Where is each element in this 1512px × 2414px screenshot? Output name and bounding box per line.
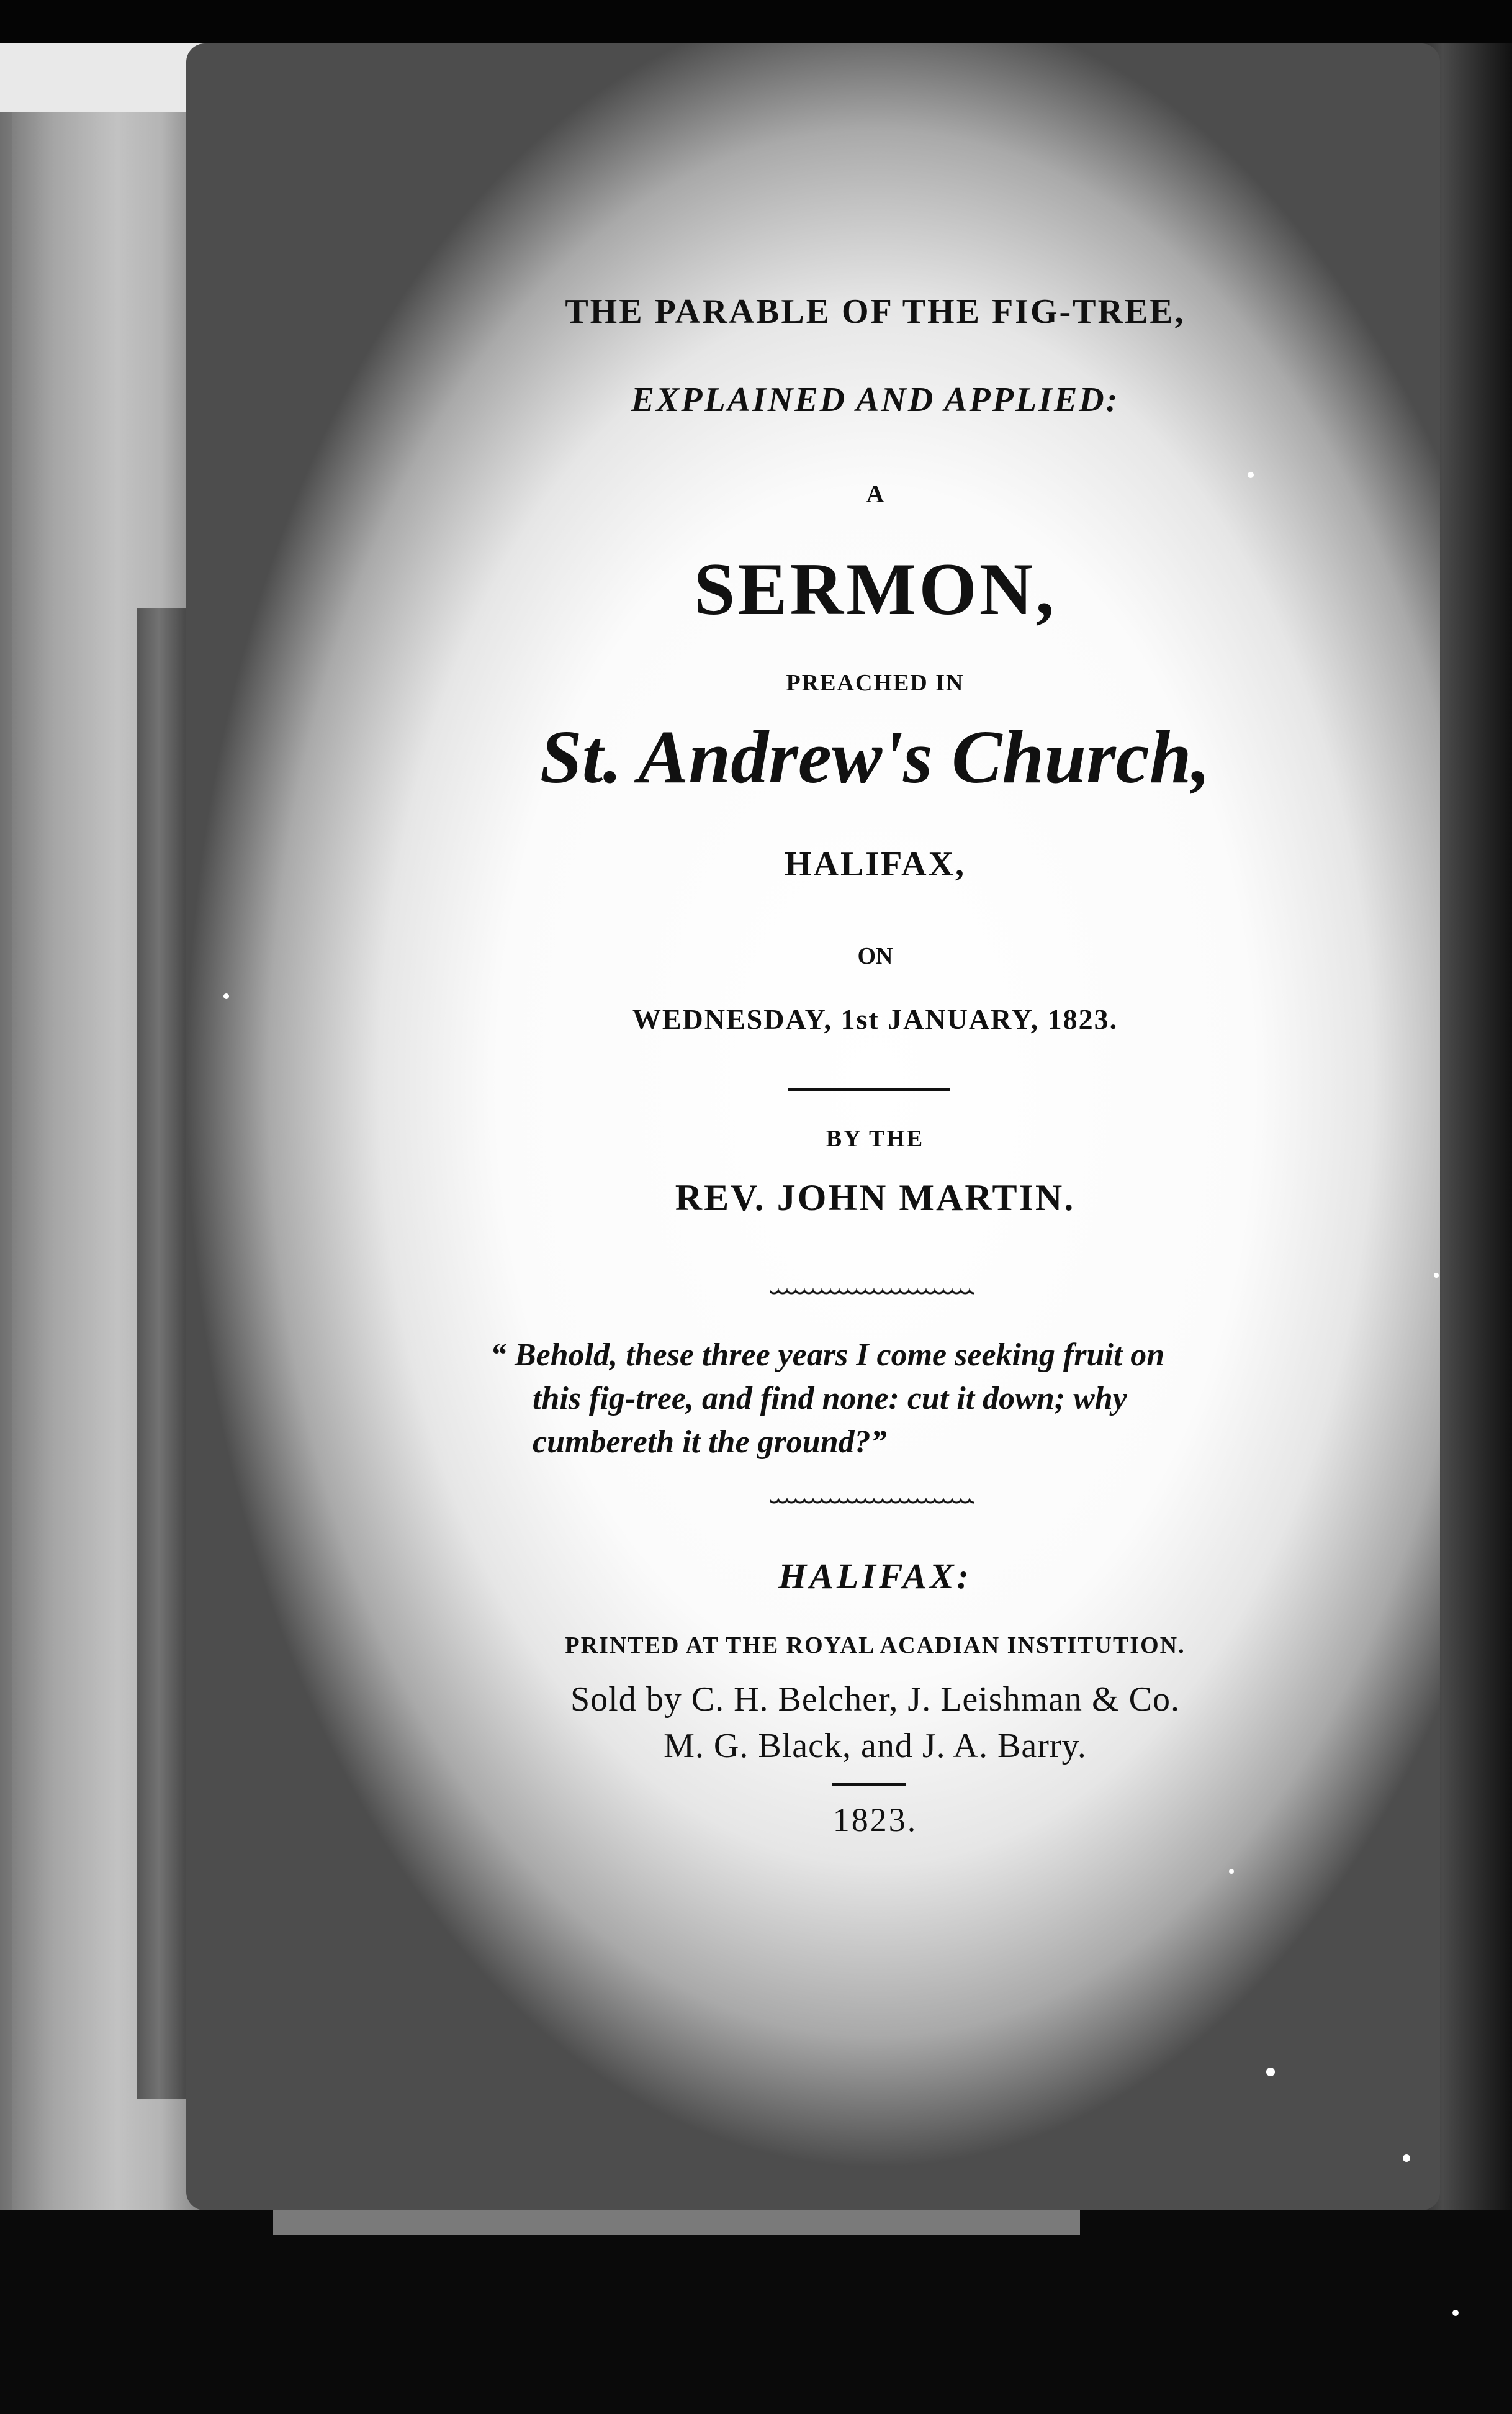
film-speck: [223, 993, 229, 999]
sermon-heading: SERMON,: [693, 548, 1057, 630]
on-word: ON: [857, 943, 893, 969]
title-line-2: EXPLAINED AND APPLIED:: [631, 381, 1120, 419]
sellers-line-1: Sold by C. H. Belcher, J. Leishman & Co.: [570, 1680, 1180, 1719]
epigraph: [490, 1334, 1272, 1464]
short-rule: [832, 1783, 906, 1786]
ornamental-rule-bottom: [770, 1498, 974, 1506]
binding-stitching: [137, 608, 192, 2099]
epigraph-line-3: cumbereth it the ground?”: [533, 1424, 887, 1460]
city: HALIFAX,: [784, 845, 966, 884]
ornamental-rule-top: [770, 1288, 974, 1297]
imprint-city: HALIFAX:: [778, 1556, 972, 1596]
church-name: St. Andrew's Church,: [539, 715, 1211, 799]
sellers-line-2: M. G. Black, and J. A. Barry.: [664, 1727, 1087, 1765]
film-speck: [1266, 2068, 1275, 2076]
title-line-1: THE PARABLE OF THE FIG-TREE,: [565, 292, 1186, 331]
film-speck: [1452, 2310, 1459, 2316]
film-speck: [1229, 1869, 1234, 1874]
by-the: BY THE: [826, 1126, 925, 1152]
film-speck: [1434, 1273, 1439, 1278]
imprint-year: 1823.: [832, 1801, 918, 1838]
article: A: [866, 480, 884, 508]
author: REV. JOHN MARTIN.: [675, 1177, 1076, 1218]
preached-in: PREACHED IN: [786, 670, 965, 696]
epigraph-line-1: “ Behold, these three years I come seeking fruit on: [490, 1337, 1165, 1373]
film-speck: [1403, 2154, 1410, 2162]
epigraph-line-2: this fig-tree, and find none: cut it down; why: [533, 1381, 1127, 1416]
film-speck: [1248, 472, 1254, 478]
title-page-text: [472, 0, 1279, 2049]
sermon-date: WEDNESDAY, 1st JANUARY, 1823.: [632, 1003, 1118, 1035]
divider-rule: [788, 1088, 950, 1091]
film-strip-bottom: [0, 2210, 1512, 2414]
printer: PRINTED AT THE ROYAL ACADIAN INSTITUTION.: [565, 1632, 1186, 1658]
